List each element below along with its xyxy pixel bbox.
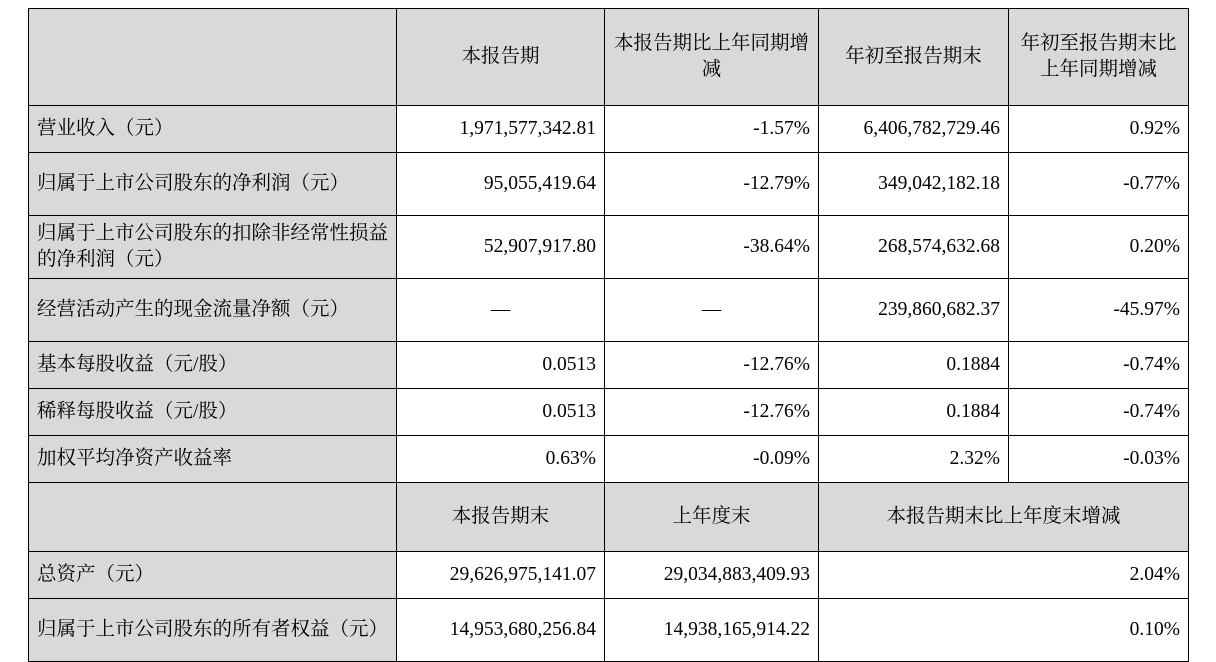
cell-operating-cashflow-ytd-yoy: -45.97% bbox=[1009, 279, 1189, 342]
row-label-diluted-eps: 稀释每股收益（元/股） bbox=[29, 389, 397, 436]
cell-diluted-eps-current: 0.0513 bbox=[397, 389, 605, 436]
table-row bbox=[29, 216, 1189, 279]
row-label-equity: 归属于上市公司股东的所有者权益（元） bbox=[29, 599, 397, 662]
table-row bbox=[29, 436, 1189, 483]
header-current-period: 本报告期 bbox=[397, 9, 605, 106]
header-period-end: 本报告期末 bbox=[397, 483, 605, 552]
cell-total-assets-prior-year-end: 29,034,883,409.93 bbox=[605, 552, 819, 599]
cell-total-assets-change: 2.04% bbox=[819, 552, 1189, 599]
cell-net-profit-current-yoy: -12.79% bbox=[605, 153, 819, 216]
table-header-row-1 bbox=[29, 9, 1189, 106]
header-ytd-yoy: 年初至报告期末比上年同期增减 bbox=[1009, 9, 1189, 106]
cell-operating-cashflow-current: — bbox=[397, 279, 605, 342]
cell-diluted-eps-ytd-yoy: -0.74% bbox=[1009, 389, 1189, 436]
table-row bbox=[29, 599, 1189, 662]
cell-net-profit-deducted-ytd: 268,574,632.68 bbox=[819, 216, 1009, 279]
cell-diluted-eps-current-yoy: -12.76% bbox=[605, 389, 819, 436]
cell-equity-period-end: 14,953,680,256.84 bbox=[397, 599, 605, 662]
cell-roe-current-yoy: -0.09% bbox=[605, 436, 819, 483]
header-period-end-change: 本报告期末比上年度末增减 bbox=[819, 483, 1189, 552]
cell-net-profit-deducted-current: 52,907,917.80 bbox=[397, 216, 605, 279]
cell-net-profit-ytd-yoy: -0.77% bbox=[1009, 153, 1189, 216]
header-ytd: 年初至报告期末 bbox=[819, 9, 1009, 106]
header-blank-cell bbox=[29, 9, 397, 106]
table-row bbox=[29, 552, 1189, 599]
row-label-basic-eps: 基本每股收益（元/股） bbox=[29, 342, 397, 389]
row-label-total-assets: 总资产（元） bbox=[29, 552, 397, 599]
table-row bbox=[29, 153, 1189, 216]
cell-roe-ytd-yoy: -0.03% bbox=[1009, 436, 1189, 483]
cell-diluted-eps-ytd: 0.1884 bbox=[819, 389, 1009, 436]
cell-net-profit-deducted-current-yoy: -38.64% bbox=[605, 216, 819, 279]
financial-summary-table bbox=[28, 8, 1189, 662]
cell-equity-change: 0.10% bbox=[819, 599, 1189, 662]
header-prior-year-end: 上年度末 bbox=[605, 483, 819, 552]
cell-basic-eps-ytd-yoy: -0.74% bbox=[1009, 342, 1189, 389]
table-header-row-2 bbox=[29, 483, 1189, 552]
cell-total-assets-period-end: 29,626,975,141.07 bbox=[397, 552, 605, 599]
cell-operating-cashflow-current-yoy: — bbox=[605, 279, 819, 342]
table-row bbox=[29, 106, 1189, 153]
table-row bbox=[29, 279, 1189, 342]
cell-basic-eps-current: 0.0513 bbox=[397, 342, 605, 389]
row-label-net-profit-deducted: 归属于上市公司股东的扣除非经常性损益的净利润（元） bbox=[29, 216, 397, 279]
cell-basic-eps-current-yoy: -12.76% bbox=[605, 342, 819, 389]
row-label-operating-cashflow: 经营活动产生的现金流量净额（元） bbox=[29, 279, 397, 342]
cell-net-profit-ytd: 349,042,182.18 bbox=[819, 153, 1009, 216]
cell-revenue-ytd: 6,406,782,729.46 bbox=[819, 106, 1009, 153]
row-label-net-profit: 归属于上市公司股东的净利润（元） bbox=[29, 153, 397, 216]
cell-revenue-ytd-yoy: 0.92% bbox=[1009, 106, 1189, 153]
row-label-roe: 加权平均净资产收益率 bbox=[29, 436, 397, 483]
cell-roe-ytd: 2.32% bbox=[819, 436, 1009, 483]
cell-revenue-current-yoy: -1.57% bbox=[605, 106, 819, 153]
cell-net-profit-deducted-ytd-yoy: 0.20% bbox=[1009, 216, 1189, 279]
header2-blank-cell bbox=[29, 483, 397, 552]
header-current-period-yoy: 本报告期比上年同期增减 bbox=[605, 9, 819, 106]
cell-roe-current: 0.63% bbox=[397, 436, 605, 483]
cell-basic-eps-ytd: 0.1884 bbox=[819, 342, 1009, 389]
table-row bbox=[29, 389, 1189, 436]
table-row bbox=[29, 342, 1189, 389]
row-label-revenue: 营业收入（元） bbox=[29, 106, 397, 153]
cell-revenue-current: 1,971,577,342.81 bbox=[397, 106, 605, 153]
cell-operating-cashflow-ytd: 239,860,682.37 bbox=[819, 279, 1009, 342]
cell-net-profit-current: 95,055,419.64 bbox=[397, 153, 605, 216]
cell-equity-prior-year-end: 14,938,165,914.22 bbox=[605, 599, 819, 662]
